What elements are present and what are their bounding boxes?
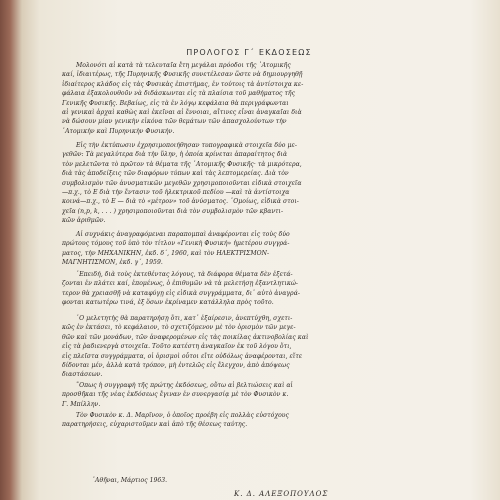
text-line: ἰδιαίτερος κλάδος εἰς τὰς Φυσικὰς ἐπιστήμας, ἐν τούτοις τὰ ἀντίστοιχα κε- [62, 80, 304, 88]
text-line: εἰς πλεῖστα συγγράμματα, οἱ ὁρισμοὶ οὗτοι εἴτε οὐδόλως ἀναφέρονται, εἴτε [62, 352, 303, 360]
text-line: εἰς τὰ ῥαδιενεργὰ στοιχεῖα. Τοῦτο κατέστη ἀναγκαῖον ἐκ τοῦ λόγου ὅτι, [62, 343, 292, 351]
text-line: Μολονότι αἱ κατὰ τὰ τελευταῖα ἔτη μεγάλαι πρόοδοι τῆς ῾Ατομικῆς [76, 62, 291, 69]
text-line: τὸν μελετῶντα τὸ πρῶτον τὰ θέματα τῆς ῾Ατομικῆς Φυσικῆς· τὰ μικρότερα, [62, 160, 302, 168]
paragraph-1 [62, 61, 460, 136]
text-line: προσθῆκαι τῆς νέας ἐκδόσεως ἔγιναν ἐν συνεργασίᾳ μὲ τὸν Φυσικὸν κ. [62, 391, 289, 399]
text-line: θῶν καὶ τῶν μονάδων, τῶν ἀναφερομένων εἰς τὰς ποικίλας ἀκτινοβολίας καὶ [62, 333, 309, 341]
text-line: ῞Οπως ἡ συγγραφὴ τῆς πρώτης ἐκδόσεως, οὕτω αἱ βελτιώσεις καὶ αἱ [76, 382, 293, 389]
text-line: χεῖα (n,p, k, . . . ) χρησιμοποιοῦνται διὰ τὸν συμβολισμὸν τῶν κβαντι- [62, 207, 284, 215]
paragraph-7 [62, 411, 460, 430]
text-line: Γ. Μπίλλην. [62, 400, 101, 408]
text-line: —π.χ., τὸ E διὰ τὴν ἔντασιν τοῦ ἠλεκτρικοῦ πεδίου —καὶ τὰ ἀντίστοιχα [62, 189, 290, 197]
text-line: διαστάσεων. [62, 371, 103, 379]
page-heading: ΠΡΟΛΟΓΟΣ Γ΄ ΕΚΔΟΣΕΩΣ [186, 48, 312, 57]
text-line: κῶν ἀριθμῶν. [62, 217, 106, 225]
text-line: Εἰς τὴν ἐκτύπωσιν ἐχρησιμοποιήθησαν τυπογραφικὰ στοιχεῖα δύο με- [76, 142, 297, 149]
paragraph-2 [62, 141, 460, 226]
text-line: ΜΑΓΝΗΤΙΣΜΟΝ, ἐκδ. γ΄, 1959. [62, 259, 163, 267]
text-line: ῾Ο μελετητὴς θὰ παρατηρήσῃ ὅτι, κατ᾽ ἐξαίρεσιν, ἀνεπτύχθη, σχετι- [76, 315, 293, 322]
text-line: δίδονται μέν, ἀλλὰ κατὰ τρόπον, μὴ ἐντελῶς εἰς ἔλεγχον, ἀπὸ ἀπόψεως [62, 362, 290, 370]
text-line: Τὸν Φυσικὸν κ. Δ. Μαρῖνον, ὁ ὁποῖος προέβη εἰς πολλὰς εὐστόχους [76, 412, 290, 419]
text-line: κῶς ἐν ἐκτάσει, τὸ κεφάλαιον, τὸ σχετιζόμενον μὲ τὸν ὁρισμὸν τῶν μεγε- [62, 324, 296, 332]
document-page [34, 8, 464, 500]
text-line: διὰ τὰς ἀποδείξεις τῶν διαφόρων τύπων καὶ τὰς λεπτομερείας. Διὰ τὸν [62, 170, 289, 178]
text-line: αἱ γενικαὶ ἀρχαὶ καθὼς καὶ ἐκεῖναι αἱ ἔννοιαι, αἵτινες εἶναι ἀναγκαῖαι διὰ [62, 109, 302, 117]
text-line: πρώτους τόμους τοῦ ὑπὸ τὸν τίτλον «Γενικὴ Φυσική» ἡμετέρου συγγρά- [62, 240, 290, 248]
text-line: ματος, τὴν ΜΗΧΑΝΙΚΗΝ, ἐκδ. δ΄, 1960, καὶ τὸν ΗΛΕΚΤΡΙΣΜΟΝ- [62, 249, 270, 257]
text-line: Αἱ συχνάκις ἀναγραφόμεναι παραπομπαὶ ἀναφέρονται εἰς τοὺς δύο [76, 231, 290, 238]
date-line: ᾽Αθῆναι, Μάρτιος 1963. [92, 477, 168, 484]
text-line: ῾Επειδή, διὰ τοὺς ἐκτεθέντας λόγους, τὰ διάφορα θέματα δὲν ἐξετά- [76, 271, 293, 278]
text-line: παρατηρήσεις, εὐχαριστοῦμεν καὶ ἀπὸ τῆς θέσεως ταύτης. [62, 421, 248, 429]
text-line: τερον θὰ χρειασθῇ νὰ καταφύγῃ εἰς εἰδικὰ συγγράμματα, δι᾽ αὐτὸ ἀναγρά- [62, 289, 300, 297]
text-line: ῾Ατομικὴν καὶ Πυρηνικὴν Φυσικήν. [62, 127, 175, 135]
text-line: συμβολισμὸν τῶν ἀνυσματικῶν μεγεθῶν χρησιμοποιοῦνται εἰδικὰ στοιχεῖα [62, 179, 302, 187]
text-line: γεθῶν: Τὰ μεγαλύτερα διὰ τὴν ὕλην, ἡ ὁποία κρίνεται ἀπαραίτητος διὰ [62, 151, 288, 159]
author-signature: Κ. Δ. ΑΛΕΞΟΠΟΥΛΟΣ [234, 490, 329, 498]
text-line: φονται κατωτέρω τινά, ἐξ ὅσων ἐκρίναμεν κατάλληλα πρὸς τοῦτο. [62, 299, 274, 307]
paragraph-5 [62, 314, 460, 380]
text-line: Γενικῆς Φυσικῆς. Βεβαίως, εἰς τὰ ἐν λόγῳ κεφάλαια θὰ περιγράφωνται [62, 99, 289, 107]
paragraph-6 [62, 381, 460, 409]
text-line: κοινά—π.χ., τὸ E — διὰ τὸ «μέτρον» τοῦ ἀνύσματος. ῾Ομοίως, εἰδικὰ στοι- [62, 198, 299, 206]
text-line: ζονται ἐν πλάτει καί, ἑπομένως, ὁ ἐπιθυμῶν νὰ τὰ μελετήσῃ ἐξαντλητικώ- [62, 280, 298, 288]
paragraph-4 [62, 270, 460, 308]
text-line: φάλαια ἐξακολουθοῦν νὰ διδάσκωνται εἰς τὰ πλαίσια τοῦ μαθήματος τῆς [62, 90, 296, 98]
paragraph-3 [62, 230, 460, 268]
text-line: καί, ἰδιαιτέρως, τῆς Πυρηνικῆς Φυσικῆς συνετέλεσαν ὥστε νὰ δημιουργηθῇ [62, 71, 303, 79]
text-line: νὰ δώσουν μίαν γενικὴν εἰκόνα τῶν θεμάτων τῶν ἀπασχολούντων τὴν [62, 118, 287, 126]
